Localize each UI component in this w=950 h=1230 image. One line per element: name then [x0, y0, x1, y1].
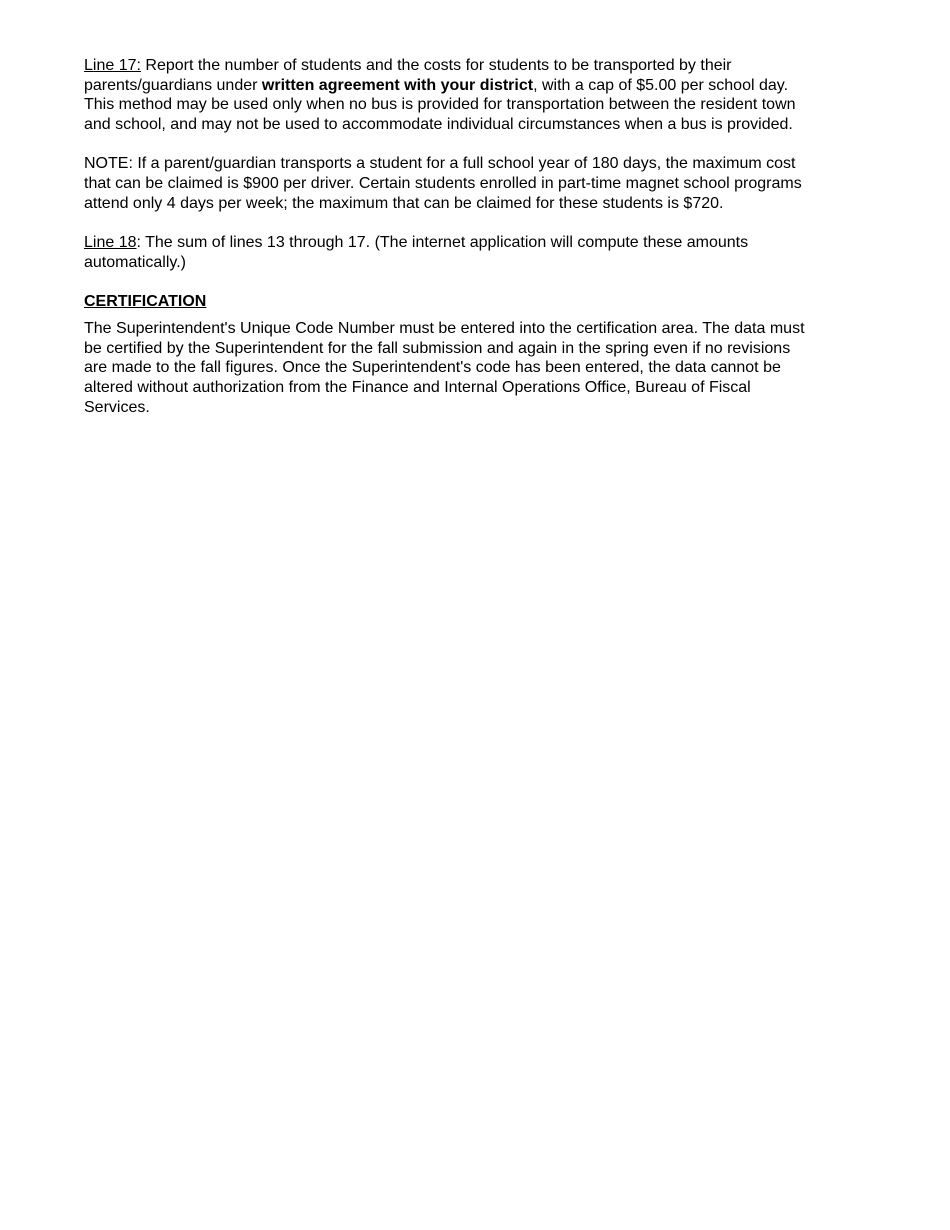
certification-heading: CERTIFICATION: [84, 293, 207, 311]
line-17-paragraph: Line 17: Report the number of students and the costs for students to be transported by their parents/guardians under written agreement with your district, with a cap of $5.00 per school day. This method may be used only when no bus is provided for transportation between the resident town and school, and may not be used to accommodate individual circumstances when a bus is provided.: [84, 57, 796, 134]
line-17-label: Line 17:: [84, 57, 141, 74]
emphasis-text: written agreement with your district: [261, 76, 534, 94]
line-18-paragraph: Line 18: The sum of lines 13 through 17. (The internet application will compute these amounts automatically.): [84, 234, 749, 271]
certification-paragraph: The Superintendent's Unique Code Number must be entered into the certification area. The data must be certified by the Superintendent for the fall submission and again in the spring even if no revisions are made to the fall figures. Once the Superintendent's code has been entered, the data cannot be altered without authorization from the Finance and Internal Operations Office, Bureau of Fiscal Services.: [84, 319, 805, 416]
line-18-label: Line 18: [84, 234, 137, 252]
document-page: [84, 56, 884, 417]
note-paragraph: NOTE: If a parent/guardian transports a student for a full school year of 180 days, the maximum cost that can be claimed is $900 per driver. Certain students enrolled in part-time magnet school programs attend only 4 days per week; the maximum that can be claimed for these students is $720.: [84, 155, 802, 212]
